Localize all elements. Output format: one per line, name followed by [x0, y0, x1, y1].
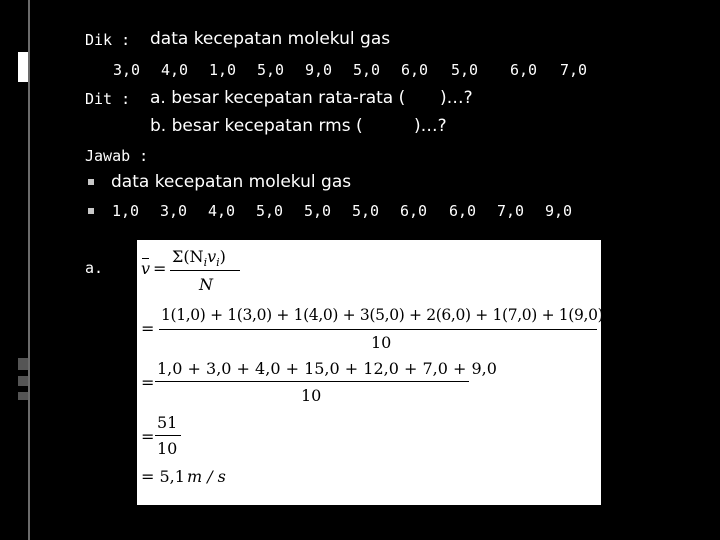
deco-block-white: [18, 52, 28, 82]
given-value: 5,0: [257, 61, 285, 79]
asked-part-a-end: )…?: [440, 88, 473, 108]
fraction-line: [155, 435, 181, 436]
expanded-numerator: 1(1,0) + 1(3,0) + 1(4,0) + 3(5,0) + 2(6,0) + 1(7,0) + 1(9,0): [161, 306, 604, 324]
deco-block-2: [18, 376, 28, 386]
asked-part-a: a. besar kecepatan rata-rata (: [150, 88, 406, 108]
deco-block-3: [18, 392, 28, 400]
paren-close: ): [219, 247, 226, 266]
result-value: [141, 468, 226, 486]
sum-denominator: N: [199, 275, 213, 294]
given-value: 6,0: [401, 61, 429, 79]
mean-velocity-symbol: v: [141, 259, 151, 278]
given-value: 6,0: [510, 61, 538, 79]
overbar: [142, 258, 149, 259]
given-value: 3,0: [113, 61, 141, 79]
sorted-value: 5,0: [256, 202, 284, 220]
bullet-icon: [88, 179, 94, 185]
sum-numerator: [172, 248, 226, 272]
answer-bullet-text: data kecepatan molekul gas: [111, 172, 352, 192]
given-value: 5,0: [353, 61, 381, 79]
total-numerator: 51: [157, 413, 178, 432]
sorted-value: 1,0: [112, 202, 140, 220]
equals-sign: =: [141, 319, 155, 338]
fraction-line: [170, 270, 240, 271]
asked-part-b: b. besar kecepatan rms (: [150, 116, 363, 136]
sum-symbol: Σ(N: [172, 247, 204, 266]
part-a-label: a.: [85, 259, 104, 277]
given-label: Dik :: [85, 31, 131, 49]
velocity-symbol: v: [207, 247, 217, 266]
formula-panel: [137, 240, 604, 505]
total-denominator: 10: [157, 439, 178, 458]
sorted-value: 9,0: [545, 202, 573, 220]
sum-denominator: 10: [301, 386, 322, 405]
sorted-value: 7,0: [497, 202, 525, 220]
given-value: 4,0: [161, 61, 189, 79]
sum-numerator: 1,0 + 3,0 + 4,0 + 15,0 + 12,0 + 7,0 + 9,0: [157, 359, 497, 378]
equals-sign: =: [141, 427, 155, 446]
bullet-icon: [88, 208, 94, 214]
sorted-value: 5,0: [352, 202, 380, 220]
asked-part-b-end: )…?: [414, 116, 447, 136]
subscript: i: [203, 256, 208, 270]
sorted-value: 6,0: [400, 202, 428, 220]
sorted-value: 3,0: [160, 202, 188, 220]
left-accent-bar: [28, 0, 30, 540]
sorted-value: 4,0: [208, 202, 236, 220]
given-value: 9,0: [305, 61, 333, 79]
result-number: = 5,1: [141, 467, 185, 486]
answer-label: Jawab :: [85, 147, 149, 165]
equals-sign: =: [141, 373, 155, 392]
equals-sign: =: [153, 259, 167, 278]
fraction-line: [155, 381, 469, 382]
result-unit: m / s: [186, 467, 226, 486]
asked-label: Dit :: [85, 90, 131, 108]
deco-block-1: [18, 358, 28, 370]
fraction-line: [159, 329, 597, 330]
given-value: 1,0: [209, 61, 237, 79]
sorted-value: 5,0: [304, 202, 332, 220]
given-value: 7,0: [560, 61, 588, 79]
expanded-denominator: 10: [371, 333, 392, 352]
subscript: i: [216, 256, 220, 270]
sorted-value: 6,0: [449, 202, 477, 220]
given-description: data kecepatan molekul gas: [150, 29, 391, 49]
given-value: 5,0: [451, 61, 479, 79]
